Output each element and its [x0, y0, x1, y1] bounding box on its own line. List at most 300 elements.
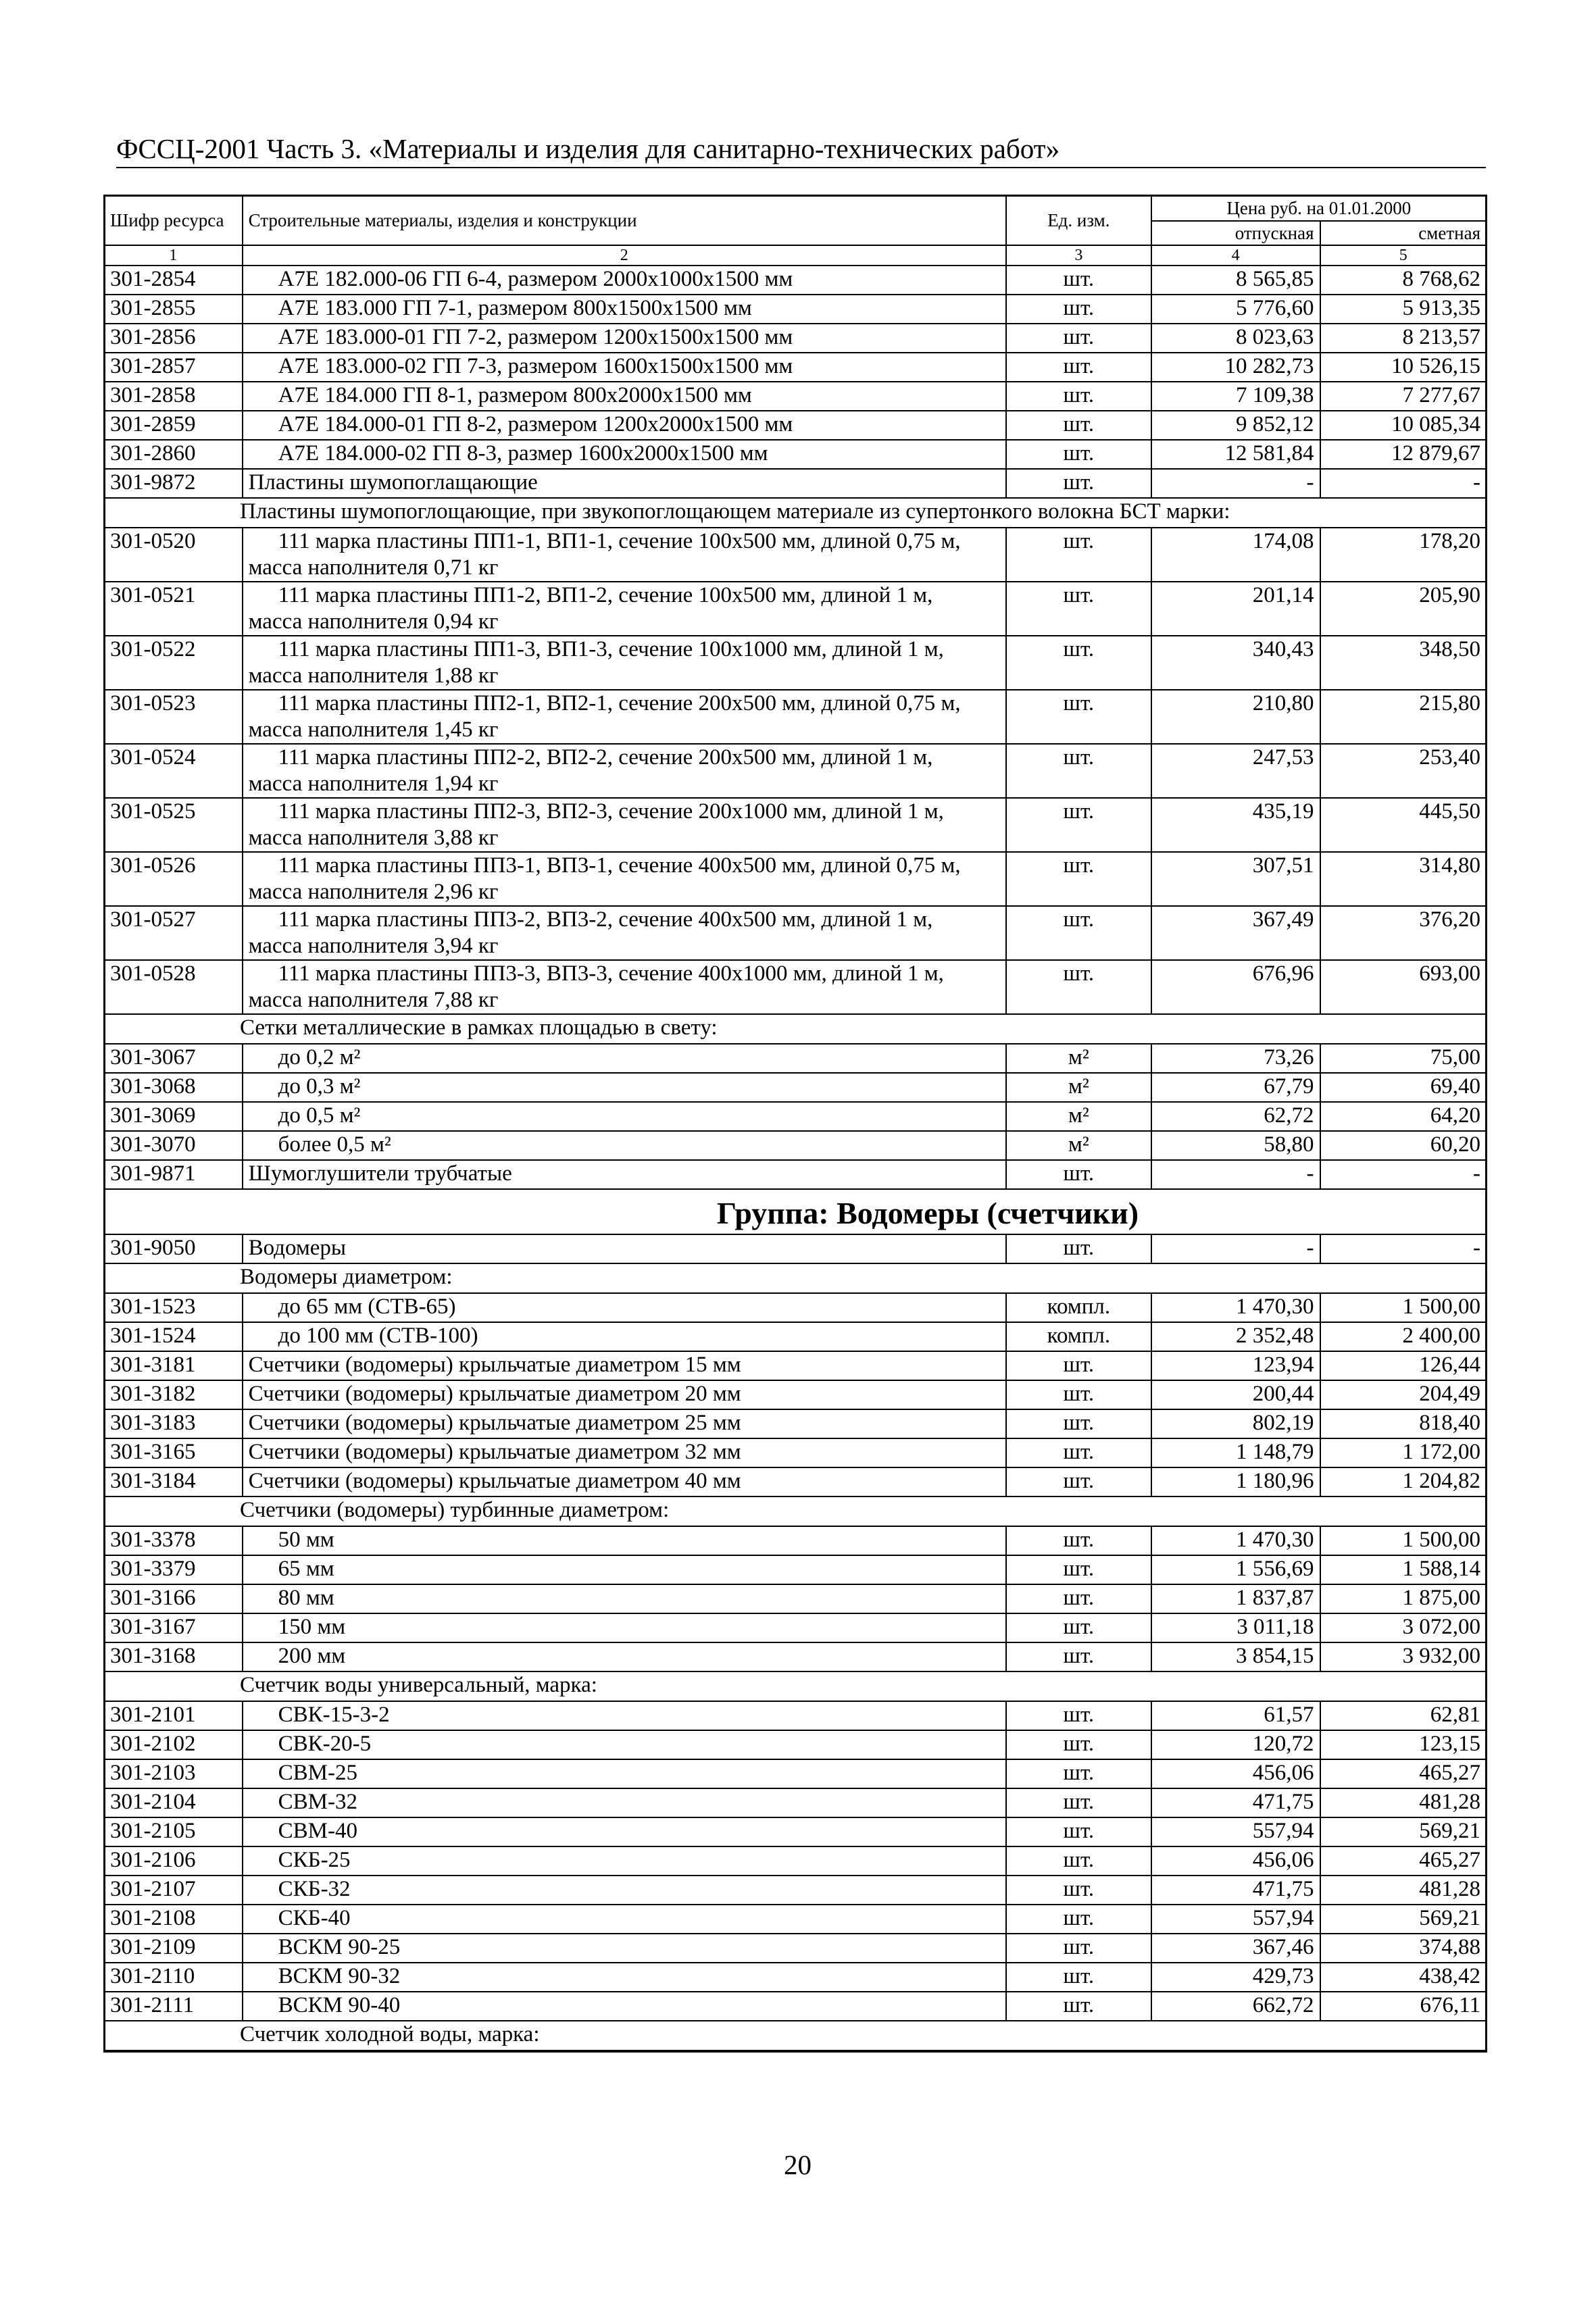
unit: шт.: [1006, 1642, 1151, 1671]
table-row: [104, 266, 1487, 295]
material-name-text: Счетчики (водомеры) крыльчатые диаметром 25 мм: [248, 1411, 741, 1435]
table-row: [104, 1934, 1487, 1963]
estimate-price: 481,28: [1320, 1876, 1487, 1905]
material-name-line: масса наполнителя 1,45 кг: [248, 718, 499, 742]
material-name: [243, 1876, 1006, 1905]
estimate-price: 1 204,82: [1320, 1467, 1487, 1496]
estimate-price: -: [1320, 469, 1487, 498]
table-row: [104, 1992, 1487, 2021]
resource-code: 301-3067: [104, 1044, 243, 1073]
section-title: Пластины шумопоглощающие, при звукопоглощающем материале из супертонкого волокна БСТ марки:: [104, 498, 1487, 528]
table-row: [104, 1160, 1487, 1189]
table-row: [104, 960, 1487, 1014]
table-row: [104, 1817, 1487, 1846]
unit: шт.: [1006, 1730, 1151, 1759]
release-price: 8 565,85: [1151, 266, 1320, 295]
table-row: [104, 1073, 1487, 1102]
material-name-text: ВСКМ 90-40: [278, 1993, 401, 2017]
material-name: [243, 1073, 1006, 1102]
unit: шт.: [1006, 1409, 1151, 1438]
unit: шт.: [1006, 1876, 1151, 1905]
material-name-text: А7Е 184.000-02 ГП 8-3, размер 1600х2000х1500 мм: [278, 441, 768, 466]
material-name: [243, 690, 1006, 744]
material-name: [243, 636, 1006, 690]
material-name: [243, 1351, 1006, 1380]
table-row: [104, 582, 1487, 636]
section-title: Сетки металлические в рамках площадью в свету:: [104, 1014, 1487, 1044]
material-name-text: до 0,2 м²: [278, 1045, 361, 1070]
material-name-text: 200 мм: [278, 1644, 346, 1668]
material-name-line: масса наполнителя 7,88 кг: [248, 988, 499, 1012]
material-name-text: А7Е 184.000-01 ГП 8-2, размером 1200х2000х1500 мм: [278, 412, 793, 436]
material-name: [243, 1322, 1006, 1351]
release-price: 471,75: [1151, 1788, 1320, 1817]
material-name-text: до 65 мм (СТВ-65): [278, 1294, 456, 1319]
estimate-price: 10 085,34: [1320, 411, 1487, 440]
material-name-text: СВК-15-3-2: [278, 1703, 390, 1727]
unit: шт.: [1006, 440, 1151, 469]
resource-code: 301-2105: [104, 1817, 243, 1846]
resource-code: 301-3183: [104, 1409, 243, 1438]
unit: м²: [1006, 1131, 1151, 1160]
resource-code: 301-9871: [104, 1160, 243, 1189]
material-name: [243, 440, 1006, 469]
release-price: 456,06: [1151, 1759, 1320, 1788]
material-name-line: масса наполнителя 0,94 кг: [248, 609, 499, 634]
release-price: 1 556,69: [1151, 1555, 1320, 1584]
material-name-line: 111 марка пластины ПП3-1, ВП3-1, сечение 400х500 мм, длиной 0,75 м,: [278, 853, 961, 878]
table-row: [104, 1963, 1487, 1992]
material-name-text: Счетчики (водомеры) крыльчатые диаметром 40 мм: [248, 1469, 741, 1493]
page-number: 20: [784, 2149, 812, 2180]
estimate-price: 569,21: [1320, 1817, 1487, 1846]
material-name-line: 111 марка пластины ПП3-3, ВП3-3, сечение 400х1000 мм, длиной 1 м,: [278, 961, 944, 986]
unit: шт.: [1006, 1584, 1151, 1613]
release-price: 73,26: [1151, 1044, 1320, 1073]
section-title: Счетчик воды универсальный, марка:: [104, 1671, 1487, 1701]
release-price: 67,79: [1151, 1073, 1320, 1102]
table-row: [104, 798, 1487, 852]
estimate-price: 178,20: [1320, 528, 1487, 582]
unit: шт.: [1006, 528, 1151, 582]
header-code-text: Шифр ресурса: [110, 210, 224, 230]
material-name: [243, 1730, 1006, 1759]
material-name: [243, 1102, 1006, 1131]
resource-code: 301-0525: [104, 798, 243, 852]
material-name: [243, 411, 1006, 440]
release-price: 307,51: [1151, 852, 1320, 906]
section-row: [104, 1014, 1487, 1044]
estimate-price: 205,90: [1320, 582, 1487, 636]
header-release: отпускная: [1151, 221, 1320, 245]
page-header: ФССЦ-2001 Часть 3. «Материалы и изделия для санитарно-технических работ»: [116, 133, 1060, 164]
table-row: [104, 382, 1487, 411]
estimate-price: -: [1320, 1234, 1487, 1263]
estimate-price: 215,80: [1320, 690, 1487, 744]
unit: шт.: [1006, 469, 1151, 498]
estimate-price: 75,00: [1320, 1044, 1487, 1073]
release-price: 12 581,84: [1151, 440, 1320, 469]
column-number: 5: [1320, 245, 1487, 266]
estimate-price: 204,49: [1320, 1380, 1487, 1409]
table-row: [104, 1131, 1487, 1160]
material-name-text: 150 мм: [278, 1615, 346, 1639]
header-price-group: Цена руб. на 01.01.2000: [1151, 195, 1487, 221]
section-title: Счетчик холодной воды, марка:: [104, 2021, 1487, 2051]
table-row: [104, 1788, 1487, 1817]
unit: шт.: [1006, 1351, 1151, 1380]
release-price: 120,72: [1151, 1730, 1320, 1759]
material-name: [243, 1934, 1006, 1963]
table-row: [104, 1102, 1487, 1131]
material-name: [243, 960, 1006, 1014]
release-price: 456,06: [1151, 1846, 1320, 1876]
unit: шт.: [1006, 906, 1151, 960]
material-name: [243, 852, 1006, 906]
resource-code: 301-1523: [104, 1293, 243, 1322]
material-name-text: 50 мм: [278, 1528, 334, 1552]
release-price: 340,43: [1151, 636, 1320, 690]
resource-code: 301-0523: [104, 690, 243, 744]
resource-code: 301-2110: [104, 1963, 243, 1992]
material-name-text: СВМ-32: [278, 1790, 357, 1814]
group-title: Группа: Водомеры (счетчики): [104, 1189, 1487, 1234]
unit: шт.: [1006, 1555, 1151, 1584]
resource-code: 301-2106: [104, 1846, 243, 1876]
material-name: [243, 382, 1006, 411]
estimate-price: 569,21: [1320, 1905, 1487, 1934]
material-name-text: А7Е 182.000-06 ГП 6-4, размером 2000х1000х1500 мм: [278, 267, 793, 291]
material-name: [243, 1467, 1006, 1496]
table-row: [104, 1467, 1487, 1496]
header-code: [104, 195, 243, 245]
resource-code: 301-3167: [104, 1613, 243, 1642]
estimate-price: 1 875,00: [1320, 1584, 1487, 1613]
table-row: [104, 1322, 1487, 1351]
table-row: [104, 353, 1487, 382]
column-numbers-row: [104, 245, 1487, 266]
unit: шт.: [1006, 582, 1151, 636]
unit: шт.: [1006, 1701, 1151, 1730]
estimate-price: 1 588,14: [1320, 1555, 1487, 1584]
table-row: [104, 1555, 1487, 1584]
estimate-price: 126,44: [1320, 1351, 1487, 1380]
release-price: -: [1151, 1234, 1320, 1263]
unit: м²: [1006, 1073, 1151, 1102]
section-row: [104, 1263, 1487, 1293]
release-price: 802,19: [1151, 1409, 1320, 1438]
material-name-text: СКБ-25: [278, 1848, 351, 1872]
release-price: 367,49: [1151, 906, 1320, 960]
resource-code: 301-2858: [104, 382, 243, 411]
material-name: [243, 1642, 1006, 1671]
release-price: -: [1151, 469, 1320, 498]
unit: шт.: [1006, 295, 1151, 324]
material-name-line: 111 марка пластины ПП2-1, ВП2-1, сечение 200х500 мм, длиной 0,75 м,: [278, 691, 961, 715]
material-name-text: 80 мм: [278, 1586, 334, 1610]
column-number: 4: [1151, 245, 1320, 266]
material-name: [243, 353, 1006, 382]
estimate-price: 253,40: [1320, 744, 1487, 798]
release-price: 200,44: [1151, 1380, 1320, 1409]
material-name-text: до 0,3 м²: [278, 1074, 361, 1099]
release-price: 429,73: [1151, 1963, 1320, 1992]
material-name-text: ВСКМ 90-32: [278, 1964, 401, 1988]
material-name: [243, 1992, 1006, 2021]
material-name-line: 111 марка пластины ПП1-1, ВП1-1, сечение 100х500 мм, длиной 0,75 м,: [278, 529, 961, 553]
material-name: [243, 266, 1006, 295]
resource-code: 301-0526: [104, 852, 243, 906]
material-name: [243, 1846, 1006, 1876]
material-name: [243, 1817, 1006, 1846]
estimate-price: 8 213,57: [1320, 324, 1487, 353]
release-price: 1 148,79: [1151, 1438, 1320, 1467]
release-price: 8 023,63: [1151, 324, 1320, 353]
unit: шт.: [1006, 1992, 1151, 2021]
release-price: 367,46: [1151, 1934, 1320, 1963]
resource-code: 301-0524: [104, 744, 243, 798]
resource-code: 301-2108: [104, 1905, 243, 1934]
estimate-price: 2 400,00: [1320, 1322, 1487, 1351]
unit: шт.: [1006, 324, 1151, 353]
material-name-line: 111 марка пластины ПП2-2, ВП2-2, сечение 200х500 мм, длиной 1 м,: [278, 745, 933, 770]
estimate-price: 348,50: [1320, 636, 1487, 690]
unit: шт.: [1006, 1234, 1151, 1263]
release-price: 662,72: [1151, 1992, 1320, 2021]
release-price: 1 837,87: [1151, 1584, 1320, 1613]
material-name: [243, 469, 1006, 498]
release-price: 201,14: [1151, 582, 1320, 636]
estimate-price: 123,15: [1320, 1730, 1487, 1759]
material-name-text: Пластины шумопоглащающие: [248, 470, 538, 495]
material-name-text: СКБ-32: [278, 1877, 351, 1901]
estimate-price: 481,28: [1320, 1788, 1487, 1817]
unit: шт.: [1006, 1817, 1151, 1846]
group-row: [104, 1189, 1487, 1234]
resource-code: 301-1524: [104, 1322, 243, 1351]
unit: компл.: [1006, 1293, 1151, 1322]
estimate-price: 465,27: [1320, 1759, 1487, 1788]
material-name-line: масса наполнителя 2,96 кг: [248, 880, 499, 904]
estimate-price: 64,20: [1320, 1102, 1487, 1131]
resource-code: 301-2859: [104, 411, 243, 440]
material-name-text: СКБ-40: [278, 1906, 351, 1930]
material-name-text: более 0,5 м²: [278, 1132, 391, 1157]
estimate-price: 314,80: [1320, 852, 1487, 906]
release-price: 3 854,15: [1151, 1642, 1320, 1671]
material-name: [243, 1131, 1006, 1160]
material-name-text: до 100 мм (СТВ-100): [278, 1324, 478, 1348]
unit: шт.: [1006, 1613, 1151, 1642]
material-name-text: А7Е 183.000-02 ГП 7-3, размером 1600х1500х1500 мм: [278, 354, 793, 378]
resource-code: 301-2856: [104, 324, 243, 353]
resource-code: 301-3378: [104, 1526, 243, 1555]
unit: шт.: [1006, 1467, 1151, 1496]
material-name: [243, 1526, 1006, 1555]
estimate-price: 69,40: [1320, 1073, 1487, 1102]
estimate-price: 445,50: [1320, 798, 1487, 852]
estimate-price: 1 500,00: [1320, 1526, 1487, 1555]
section-title: Счетчики (водомеры) турбинные диаметром:: [104, 1496, 1487, 1526]
material-name: [243, 1701, 1006, 1730]
material-name: [243, 906, 1006, 960]
material-name-text: Счетчики (водомеры) крыльчатые диаметром 32 мм: [248, 1440, 741, 1464]
material-name-text: ВСКМ 90-25: [278, 1935, 401, 1959]
estimate-price: 8 768,62: [1320, 266, 1487, 295]
release-price: 1 470,30: [1151, 1293, 1320, 1322]
release-price: 210,80: [1151, 690, 1320, 744]
material-name: [243, 1759, 1006, 1788]
resource-code: 301-3182: [104, 1380, 243, 1409]
estimate-price: 465,27: [1320, 1846, 1487, 1876]
release-price: 7 109,38: [1151, 382, 1320, 411]
estimate-price: 374,88: [1320, 1934, 1487, 1963]
material-name-text: Шумоглушители трубчатые: [248, 1161, 512, 1186]
unit: шт.: [1006, 1380, 1151, 1409]
unit: шт.: [1006, 852, 1151, 906]
material-name: [243, 798, 1006, 852]
header-rule: [116, 167, 1486, 168]
material-name: [243, 528, 1006, 582]
release-price: 2 352,48: [1151, 1322, 1320, 1351]
resource-code: 301-3168: [104, 1642, 243, 1671]
table-row: [104, 1759, 1487, 1788]
resource-code: 301-2107: [104, 1876, 243, 1905]
section-row: [104, 2021, 1487, 2051]
material-name-line: 111 марка пластины ПП2-3, ВП2-3, сечение 200х1000 мм, длиной 1 м,: [278, 799, 944, 824]
unit: шт.: [1006, 382, 1151, 411]
material-name: [243, 1293, 1006, 1322]
release-price: 58,80: [1151, 1131, 1320, 1160]
release-price: 174,08: [1151, 528, 1320, 582]
release-price: -: [1151, 1160, 1320, 1189]
resource-code: 301-3181: [104, 1351, 243, 1380]
material-name-text: Счетчики (водомеры) крыльчатые диаметром 15 мм: [248, 1353, 741, 1377]
resource-code: 301-9872: [104, 469, 243, 498]
estimate-price: 62,81: [1320, 1701, 1487, 1730]
material-name-text: А7Е 183.000 ГП 7-1, размером 800х1500х1500 мм: [278, 296, 752, 320]
column-number: 2: [243, 245, 1006, 266]
estimate-price: 3 932,00: [1320, 1642, 1487, 1671]
header-unit: [1006, 195, 1151, 245]
material-name-text: 65 мм: [278, 1557, 334, 1581]
material-name-line: масса наполнителя 3,88 кг: [248, 826, 499, 850]
table-row: [104, 1905, 1487, 1934]
estimate-price: 7 277,67: [1320, 382, 1487, 411]
resource-code: 301-3070: [104, 1131, 243, 1160]
release-price: 61,57: [1151, 1701, 1320, 1730]
unit: шт.: [1006, 266, 1151, 295]
material-name-text: Счетчики (водомеры) крыльчатые диаметром 20 мм: [248, 1382, 741, 1406]
table-row: [104, 1438, 1487, 1467]
unit: шт.: [1006, 1160, 1151, 1189]
header-estimate: сметная: [1320, 221, 1487, 245]
column-number: 3: [1006, 245, 1151, 266]
material-name-line: 111 марка пластины ПП3-2, ВП3-2, сечение 400х500 мм, длиной 1 м,: [278, 907, 933, 932]
material-name: [243, 1613, 1006, 1642]
resource-code: 301-3069: [104, 1102, 243, 1131]
resource-code: 301-3165: [104, 1438, 243, 1467]
material-name: [243, 324, 1006, 353]
table-row: [104, 1351, 1487, 1380]
table-row: [104, 1234, 1487, 1263]
table-header: [104, 195, 1487, 266]
material-name: [243, 744, 1006, 798]
table-row: [104, 324, 1487, 353]
unit: шт.: [1006, 798, 1151, 852]
unit: шт.: [1006, 1759, 1151, 1788]
material-name: [243, 1380, 1006, 1409]
resource-code: 301-0520: [104, 528, 243, 582]
estimate-price: 818,40: [1320, 1409, 1487, 1438]
material-name: [243, 1963, 1006, 1992]
material-name: [243, 1438, 1006, 1467]
release-price: 247,53: [1151, 744, 1320, 798]
unit: шт.: [1006, 1788, 1151, 1817]
resource-code: 301-2109: [104, 1934, 243, 1963]
material-name: [243, 1160, 1006, 1189]
table-row: [104, 469, 1487, 498]
material-name: [243, 1584, 1006, 1613]
estimate-price: 676,11: [1320, 1992, 1487, 2021]
material-name-text: СВК-20-5: [278, 1732, 372, 1756]
material-name-text: СВМ-25: [278, 1761, 357, 1785]
material-name: [243, 1905, 1006, 1934]
table-row: [104, 690, 1487, 744]
table-row: [104, 906, 1487, 960]
unit: шт.: [1006, 1963, 1151, 1992]
release-price: 3 011,18: [1151, 1613, 1320, 1642]
material-name-text: до 0,5 м²: [278, 1103, 361, 1128]
resource-code: 301-2104: [104, 1788, 243, 1817]
release-price: 10 282,73: [1151, 353, 1320, 382]
estimate-price: 438,42: [1320, 1963, 1487, 1992]
material-name: [243, 1409, 1006, 1438]
material-name-line: масса наполнителя 3,94 кг: [248, 934, 499, 958]
release-price: 1 470,30: [1151, 1526, 1320, 1555]
table-row: [104, 852, 1487, 906]
table-row: [104, 1730, 1487, 1759]
release-price: 5 776,60: [1151, 295, 1320, 324]
material-name-line: масса наполнителя 1,94 кг: [248, 772, 499, 796]
table-row: [104, 1584, 1487, 1613]
release-price: 435,19: [1151, 798, 1320, 852]
estimate-price: 60,20: [1320, 1131, 1487, 1160]
resource-code: 301-3379: [104, 1555, 243, 1584]
release-price: 1 180,96: [1151, 1467, 1320, 1496]
resource-code: 301-3166: [104, 1584, 243, 1613]
unit: шт.: [1006, 353, 1151, 382]
material-name-text: А7Е 184.000 ГП 8-1, размером 800х2000х1500 мм: [278, 383, 752, 407]
section-title: Водомеры диаметром:: [104, 1263, 1487, 1293]
material-name: [243, 1555, 1006, 1584]
section-row: [104, 498, 1487, 528]
resource-code: 301-2111: [104, 1992, 243, 2021]
release-price: 123,94: [1151, 1351, 1320, 1380]
resource-code: 301-2854: [104, 266, 243, 295]
estimate-price: 376,20: [1320, 906, 1487, 960]
header-name: Строительные материалы, изделия и конструкции: [243, 195, 1006, 245]
release-price: 557,94: [1151, 1905, 1320, 1934]
estimate-price: 3 072,00: [1320, 1613, 1487, 1642]
material-name-text: СВМ-40: [278, 1819, 357, 1843]
unit: шт.: [1006, 1934, 1151, 1963]
table-row: [104, 1642, 1487, 1671]
material-name-line: масса наполнителя 0,71 кг: [248, 555, 499, 580]
estimate-price: -: [1320, 1160, 1487, 1189]
table-row: [104, 1876, 1487, 1905]
section-row: [104, 1671, 1487, 1701]
